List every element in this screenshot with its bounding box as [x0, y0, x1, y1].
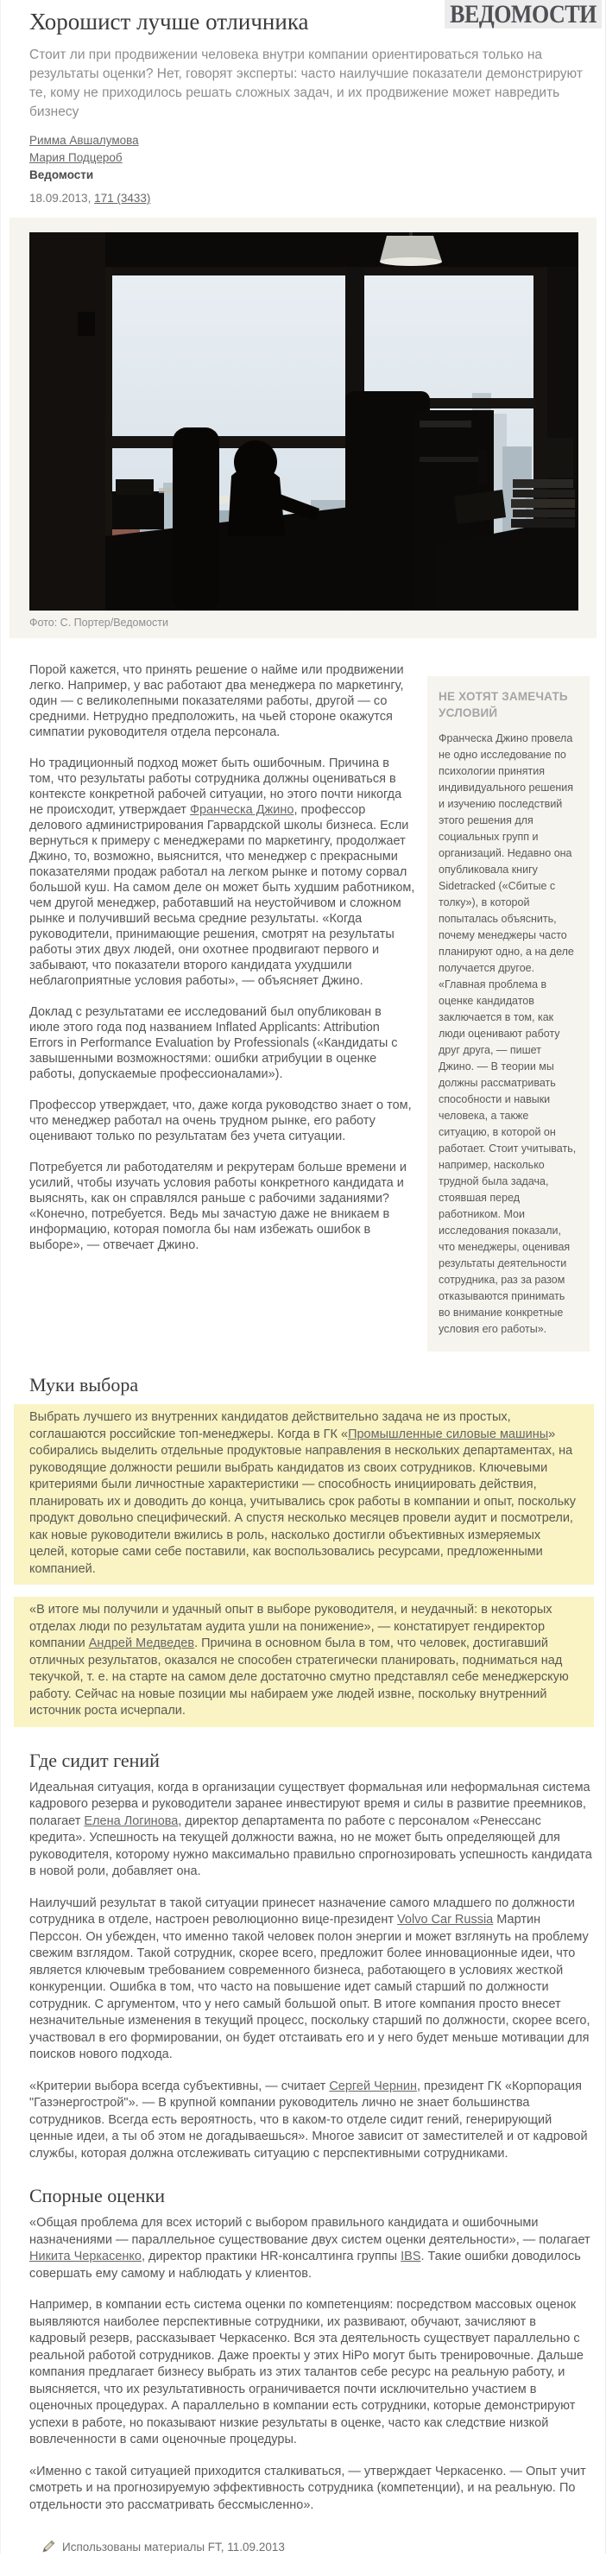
page-title: Хорошист лучше отличника	[29, 9, 309, 35]
highlighted-paragraph	[14, 1404, 594, 1585]
sidebar-box	[427, 676, 590, 1351]
inline-link[interactable]: Volvo Car Russia	[397, 1913, 494, 1927]
paragraph: «Именно с такой ситуацией приходится сталкиваться, — утверждает Черкасенко. — Опыт учит смотреть и на прогнозируемую эффективность сотрудника (компетенции), и на реальную. По отдельности это рассматривать бессмысленно».	[29, 2464, 586, 2512]
paragraph: Выбрать лучшего из внутренних кандидатов действительно задача не из простых, соглашаются российские топ-менеджеры. Когда в ГК «Промышленные силовые машины» собирались выделить отдельные продуктовые направления в нескольких департаментах, на руководящие должности решили выбрать кандидатов из своих сотрудников. Ключевыми критериями были личностные характеристики — способность инициировать действия, планировать их и доводить до конца, учитывались срок работы в компании и опыт, поскольку продукт довольно специфический. А спустя несколько месяцев провели аудит и посмотрели, как новые руководители вжились в роль, насколько достигли объективных измеряемых целей, которые сами себе поставили, как воспользовались ресурсами, предложенными компанией.	[29, 1410, 576, 1576]
inline-link[interactable]: Никита Черкасенко	[29, 2250, 142, 2263]
paragraph: Но традиционный подход может быть ошибочным. Причина в том, что результаты работы сотрудника должны оцениваться в контексте конкретной рабочей ситуации, но этого почти никогда не происходит, утверждает Франческа Джино, профессор делового администрирования Гарвардской школы бизнеса. Если вернуться к примеру с менеджерами по маркетингу, продолжает Джино, то, возможно, выяснится, что менеджер с прекрасными показателями продаж работал на легком рынке и потому сорвал большой куш. На самом деле он может быть худшим работником, чем другой менеджер, работавший на неустойчивом и сложном рынке и получивший весьма средние результаты. «Когда руководители, принимающие решения, смотрят на результаты работы этих двух людей, они охотнее продвигают первого и забывают, что показатели второго кандидата ухудшили неблагоприятные условия работы», — объясняет Джино.	[29, 756, 415, 988]
paragraph: Доклад с результатами ее исследований был опубликован в июле этого года под названием Inflated Applicants: Attribution Errors in Performance Evaluation by Professionals («Кандидаты с завышенными возможностями: ошибки атрибуции в оценке работы, допускаемые профессионалами»).	[29, 1005, 398, 1081]
article-photo	[29, 232, 578, 611]
inline-link[interactable]: Елена Логинова	[84, 1813, 179, 1828]
content-columns	[29, 662, 597, 1351]
paragraph: Идеальная ситуация, когда в организации существует формальная или неформальная система кадрового резерва и руководители заранее инвестируют время и силы в развитие преемников, полагает Елена Логинова, директор департамента по работе с персоналом «Ренессанс кредита». Успешность на текущей должности важна, но не может быть определяющей для руководителя, которому нужно максимально правильно спрогнозировать успешность кандидата в новой роли, добавляет она.	[29, 1780, 592, 1878]
pencil-icon	[41, 2540, 55, 2554]
paragraph: Например, в компании есть система оценки по компетенциям: посредством массовых оценок выявляются наиболее перспективные сотрудники, их развивают, обучают, зачисляют в кадровый резерв, рассказывает Черкасенко. Вся эта деятельность существует параллельно с реальной работой сотрудников. Даже проекты у этих HiPo могут быть тренировочные. Дальше компания предлагает бизнесу выбрать из этих талантов себе ресурс на реальную работу, и выясняется, что их результативность ограничивается почти исключительно участием в оценочных процедурах. А параллельно в компании есть сотрудники, которые демонстрируют успехи в работе, но показывают низкие результаты в оценке, часто как следствие низкой вовлеченности в сами оценочные процедуры.	[29, 2298, 584, 2446]
paragraph: Наилучший результат в такой ситуации принесет назначение самого младшего по должности сотрудника в отделе, настроен революционно вице-президент Volvo Car Russia Мартин Перссон. Он убежден, что именно такой человек полон энергии и может взглянуть на проблему свежим взглядом. Такой сотрудник, скорее всего, предложит более инновационные идеи, что является ключевым требованием современного бизнеса, работающего в условиях жесткой конкуренции. Ошибка в том, что часто на повышение идет самый старший по должности сотрудник. С аргументом, что у него самый большой опыт. В итоге компания просто внесет незначительные изменения в текущий процесс, поскольку старший по должности, скорее всего, участвовал в его формировании, он будет отстаивать его и у него будет меньше мотивации для поисков нового подхода.	[29, 1896, 590, 2061]
author-link[interactable]: Мария Подцероб	[29, 151, 123, 164]
section-heading-spornye-ocenki: Спорные оценки	[29, 2185, 166, 2206]
inline-link[interactable]: Промышленные силовые машины	[348, 1427, 549, 1441]
paragraph: Порой кажется, что принять решение о найме или продвижении легко. Например, у вас работают два менеджера по маркетингу, один — с великолепными показателями работы, другой — со средними. Нетрудно предположить, на чьей стороне окажутся симпатии руководителя отдела персонала.	[29, 663, 404, 739]
paragraph: «Критерии выбора всегда субъективны, — считает Сергей Чернин, президент ГК «Корпорация "Газэнергострой"». — В крупной компании руководитель лично не знает большинства сотрудников. Всегда есть вероятность, что в каком-то отделе сидит гений, генерирующий ценные идеи, а ты об этом не догадываешься». Многое зависит от заместителей и от кадровой службы, которая должна отслеживать ситуацию с перспективными сотрудниками.	[29, 2079, 588, 2161]
section-heading-gde-sidit-geniy: Где сидит гений	[29, 1749, 160, 1771]
article-body-intro	[29, 662, 415, 1351]
inline-link[interactable]: Андрей Медведев	[88, 1636, 195, 1650]
sidebar-text: Франческа Джино провела не одно исследование по психологии принятия индивидуального решения и изучению последствий этого решения для социальных групп и организаций. Недавно она опубликовала книгу Sidetracked («Сбитые с толку»), в которой попыталась объяснить, почему менеджеры часто планируют одно, а на деле получается другое. «Главная проблема в оценке кандидатов заключается в том, как люди оценивают работу друг друга, — пишет Джино. — В теории мы должны рассматривать способности и навыки человека, а также ситуацию, в которой он работает. Стоит учитывать, например, насколько трудной была задача, стоявшая перед работником. Мои исследования показали, что менеджеры, оценивая результаты деятельности сотрудника, раз за разом отказываются принимать во внимание конкретные условия его работы».	[439, 732, 577, 1335]
source-note	[41, 2540, 605, 2554]
vedomosti-logo[interactable]	[445, 0, 602, 28]
paragraph: Профессор утверждает, что, даже когда руководство знает о том, что менеджер работал на очень трудном рынке, его работу оценивают только по результатам без учета ситуации.	[29, 1098, 412, 1143]
photo-container	[9, 218, 597, 638]
vedomosti-logo-text: ВЕДОМОСТИ	[450, 0, 597, 28]
paragraph: Потребуется ли работодателям и рекрутерам больше времени и усилий, чтобы изучать условия работы конкретного кандидата и выяснять, как он справлялся раньше с рабочими заданиями? «Конечно, потребуется. Ведь мы зачастую даже не вникаем в информацию, которая помогла бы нам избежать ошибок в выборе», — отвечает Джино.	[29, 1161, 407, 1252]
sidebar-title: НЕ ХОТЯТ ЗАМЕЧАТЬ УСЛОВИЙ	[439, 690, 568, 719]
author-link[interactable]: Римма Авшалумова	[29, 134, 139, 147]
source-note-text: Использованы материалы FT, 11.09.2013	[62, 2540, 285, 2554]
issue-link[interactable]: 171 (3433)	[94, 192, 151, 205]
highlighted-paragraph	[14, 1597, 594, 1727]
article-lead: Стоит ли при продвижении человека внутри компании ориентироваться только на результаты оценки? Нет, говорят эксперты: часто наилучшие показатели демонстрируют те, кому не приходилось решать сложных задач, и их продвижение может навредить бизнесу	[29, 47, 583, 119]
inline-link[interactable]: Сергей Чернин	[329, 2079, 417, 2093]
photo-caption: Фото: С. Портер/Ведомости	[29, 617, 168, 629]
paragraph: «Общая проблема для всех историй с выбором правильного кандидата и ошибочными назначениями — параллельное существование двух систем оценки деятельности», — полагает Никита Черкасенко, директор практики HR-консалтинга группы IBS. Такие ошибки доводилось совершать ему самому и наблюдать у клиентов.	[29, 2216, 590, 2281]
paragraph: «В итоге мы получили и удачный опыт в выборе руководителя, и неудачный: в некоторых отделах люди по результатам аудита ушли на понижение», — констатирует гендиректор компании Андрей Медведев. Причина в основном была в том, что человек, достигавший отличных результатов, оказался не способен стратегически планировать, подниматься над текучкой, т. е. на старте на самом деле достаточно смутно представлял себе менеджерскую работу. Сейчас на новые позиции мы набираем уже людей извне, поскольку внутренний источник роста исчерпали.	[29, 1603, 569, 1718]
section-heading-muki-vybora: Муки выбора	[29, 1374, 139, 1396]
dateline	[29, 190, 577, 207]
byline	[29, 132, 577, 207]
inline-link[interactable]: Франческа Джино	[189, 803, 294, 817]
publish-date: 18.09.2013,	[29, 192, 92, 205]
inline-link[interactable]: IBS	[401, 2250, 421, 2263]
source-name: Ведомости	[29, 168, 94, 181]
